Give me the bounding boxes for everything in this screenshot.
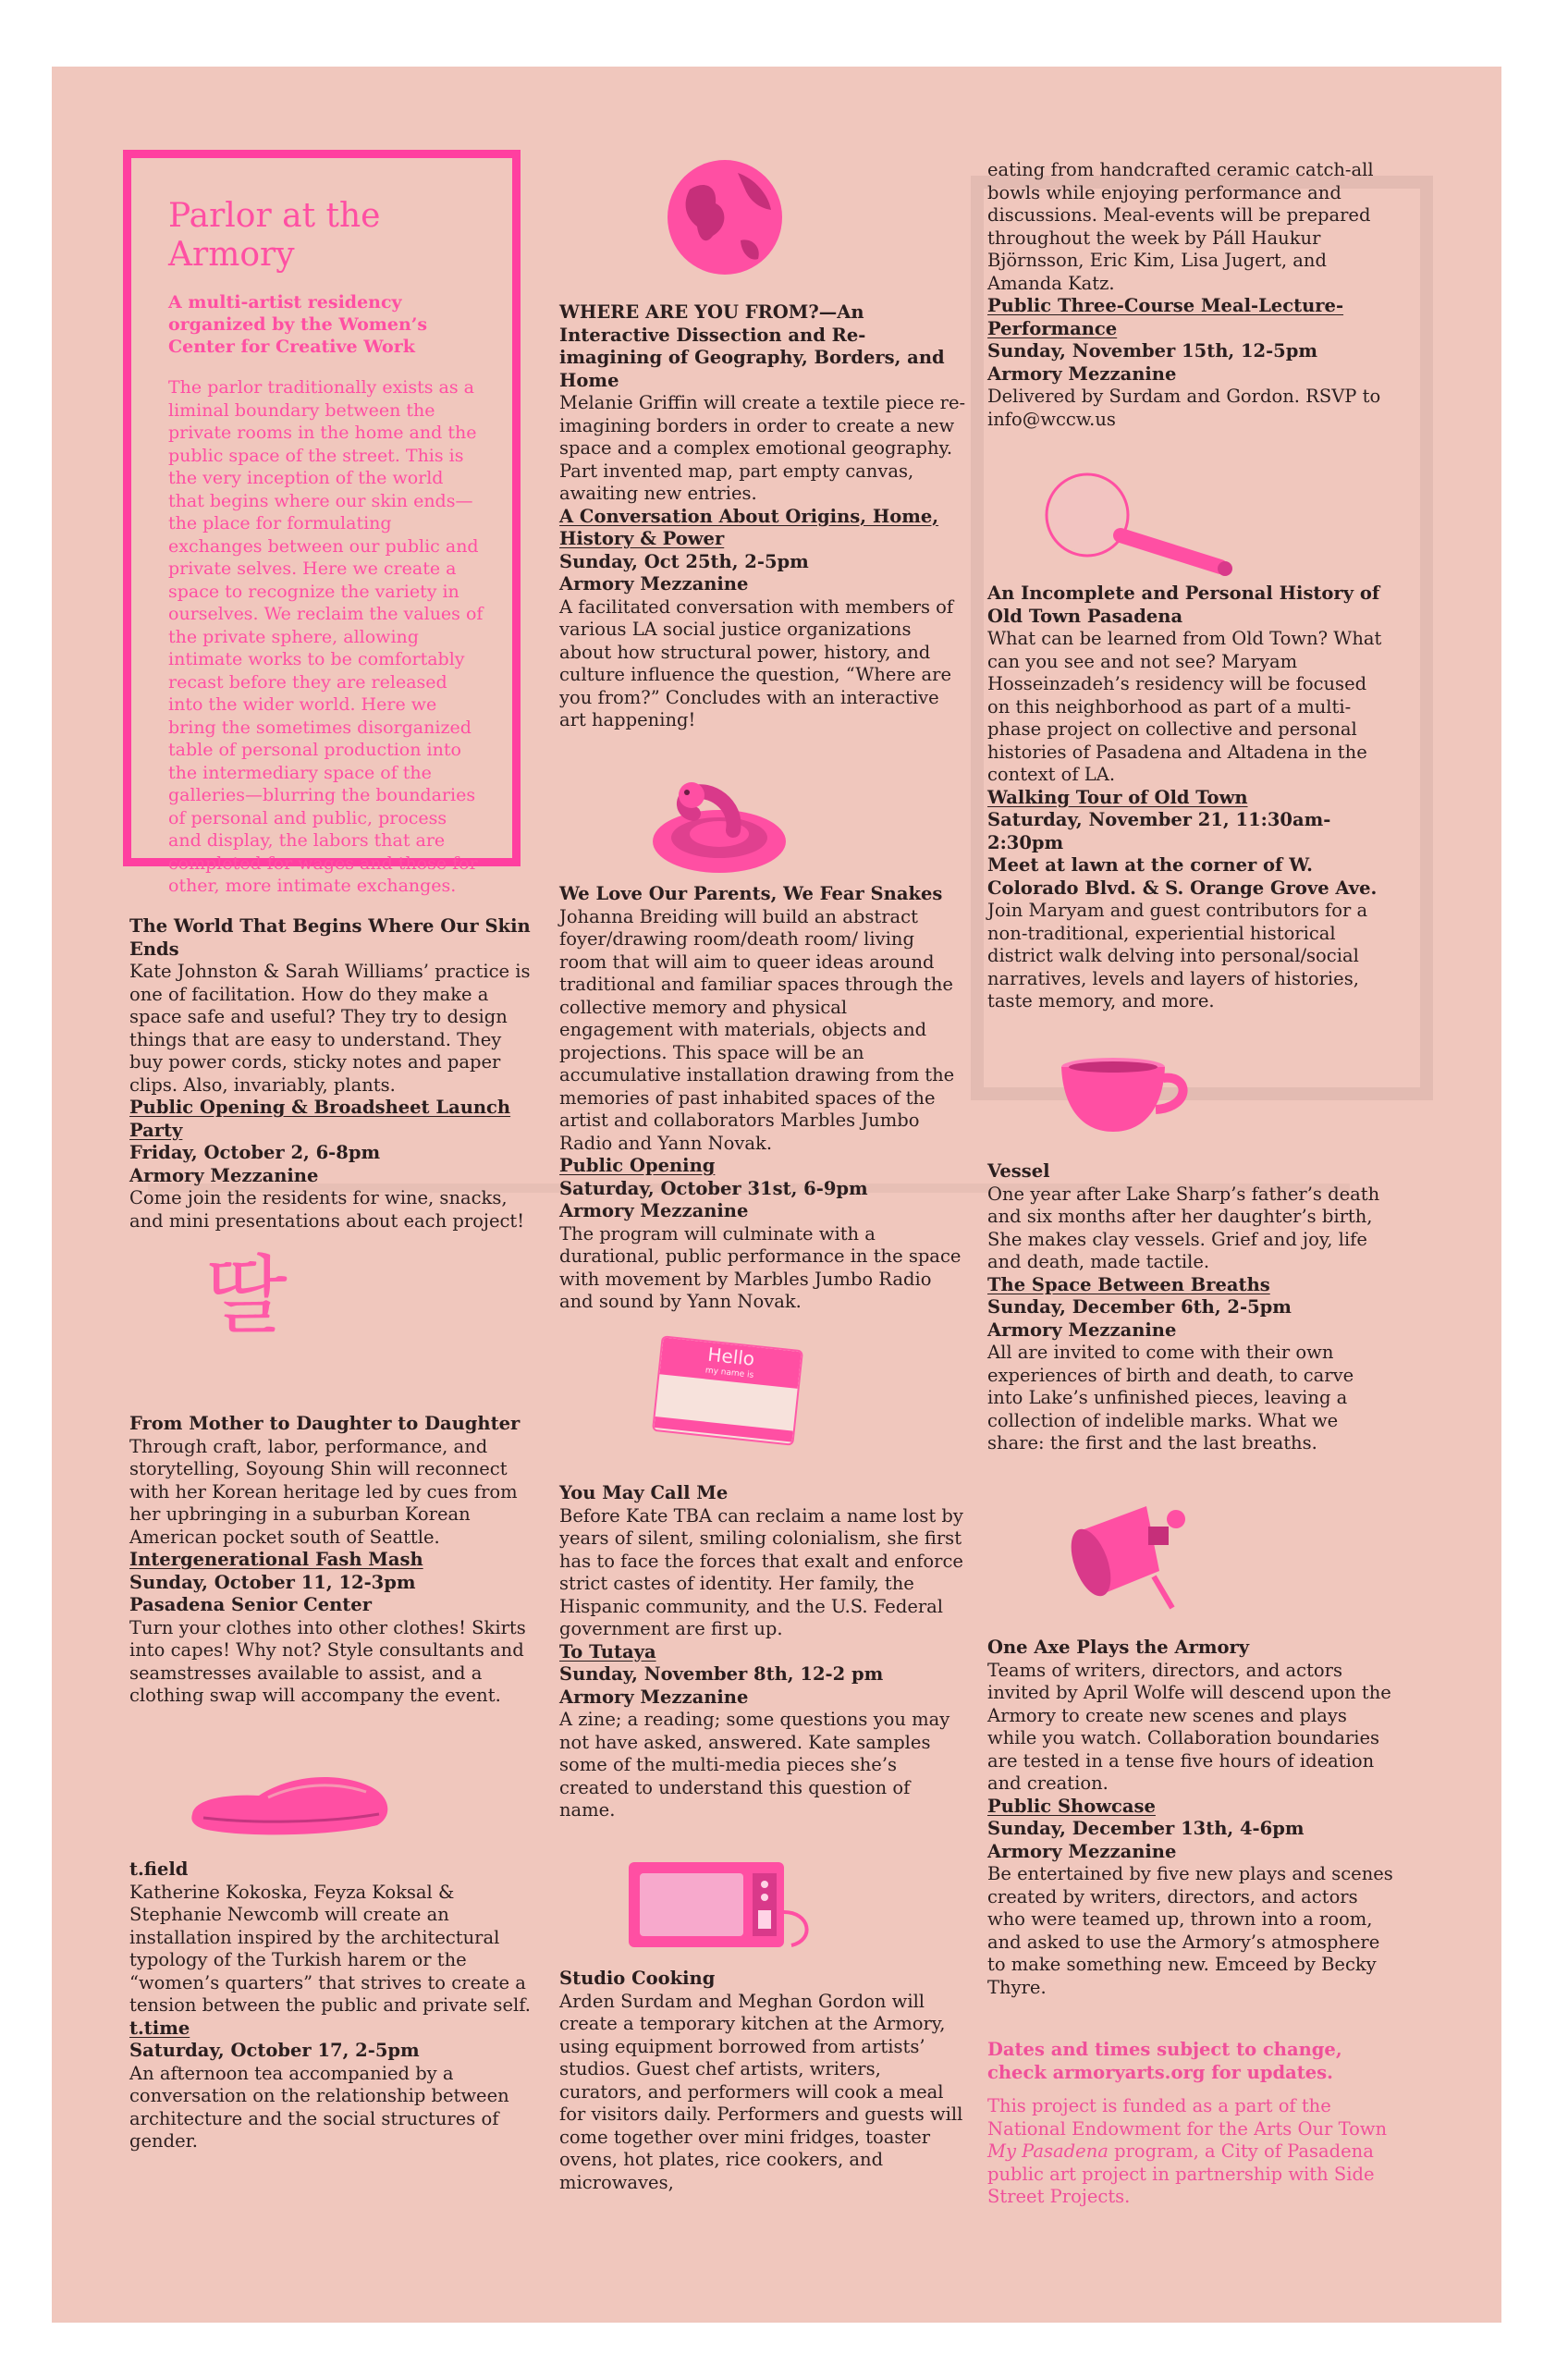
microwave-illustration	[625, 1857, 819, 1958]
event-desc: A zine; a reading; some questions you may not have asked, answered. Kate samples some of the multi-media pieces she’s created to understand this question of name.	[559, 1709, 950, 1821]
project-desc: Teams of writers, directors, and actors invited by April Wolfe will descend upon the Armory to create new scenes and plays while you watch. Collaboration boundaries are tested in a tense five hours of ideation and creation.	[987, 1659, 1391, 1794]
project-title: Studio Cooking	[559, 1968, 716, 1989]
magnifying-glass-illustration	[1035, 467, 1239, 578]
event-title: Intergenerational Fash Mash	[129, 1549, 423, 1570]
event-desc: The program will culminate with a durational, public performance in the space with movement by Marbles Jumbo Radio and sound by Yann Novak.	[559, 1222, 962, 1312]
event-date: Friday, October 2, 6-8pm	[129, 1142, 381, 1163]
snake-illustration	[645, 758, 793, 878]
funding-program-name: My Pasadena	[987, 2140, 1109, 2162]
project-desc: Before Kate TBA can reclaim a name lost by years of silent, smiling colonialism, she first has to face the forces that exalt and enforce strict castes of identity. Her family, the Hispanic community, and the U.S. Federal government are first up.	[559, 1504, 963, 1639]
sticker-subtext: my name is	[704, 1366, 754, 1380]
event-title: The Space Between Breaths	[987, 1273, 1270, 1295]
project-desc: Katherine Kokoska, Feyza Koksal & Stephanie Newcomb will create an installation inspired by the architectural typology of the Turkish harem or the “women’s quarters” that strives to create a tension between the public and private self.	[129, 1881, 531, 2016]
project-title: One Axe Plays the Armory	[987, 1637, 1250, 1658]
event-title: Public Opening	[559, 1155, 716, 1176]
project-tfield	[129, 1858, 536, 2153]
event-desc: Turn your clothes into other clothes! Skirts into capes! Why not? Style consultants and seamstresses available to assist, and a clothing swap will accompany the event.	[129, 1616, 526, 1706]
project-one-axe	[987, 1637, 1394, 1999]
project-studio-cooking	[559, 1968, 966, 2194]
event-desc: A facilitated conversation with members of various LA social justice organizations about how structural power, history, and culture influence the question, “Where are you from?” Concludes with an interactive art happening!	[559, 595, 954, 730]
intro-box	[123, 150, 521, 896]
event-title: Walking Tour of Old Town	[987, 786, 1248, 808]
project-old-town	[987, 583, 1394, 1013]
sticker-hello-text: Hello	[706, 1343, 756, 1370]
event-title: To Tutaya	[559, 1640, 656, 1662]
event-place: Armory Mezzanine	[987, 362, 1177, 385]
event-date: Sunday, December 13th, 4-6pm	[987, 1818, 1305, 1839]
event-date: Sunday, December 6th, 2-5pm	[987, 1296, 1292, 1318]
funding-credit-text: This project is funded as a part of the National Endowment for the Arts Our Town	[987, 2095, 1388, 2140]
event-place: Armory Mezzanine	[987, 1840, 1177, 1862]
event-desc: Come join the residents for wine, snacks, and mini presentations about each project!	[129, 1187, 525, 1232]
event-place: Armory Mezzanine	[987, 1318, 1177, 1341]
project-title: We Love Our Parents, We Fear Snakes	[559, 883, 943, 904]
cup-illustration	[1056, 1054, 1194, 1137]
project-where-from	[559, 301, 966, 732]
spotlight-illustration	[1063, 1493, 1193, 1613]
project-studio-cooking-cont	[987, 159, 1394, 431]
event-desc: Be entertained by five new plays and scenes created by writers, directors, and actors who were teamed up, thrown into a room, and asked to use the Armory’s atmosphere to make something new. Emceed by Becky Thyre.	[987, 1863, 1393, 1998]
project-desc-continued: eating from handcrafted ceramic catch-all bowls while enjoying performance and discussions. Meal-events will be prepared throughout the week by Páll Haukur Björnsson, Eric Kim, Lisa Jugert, and Amanda Katz.	[987, 159, 1374, 294]
event-desc: Delivered by Surdam and Gordon. RSVP to info@wccw.us	[987, 386, 1381, 430]
intro-body: The parlor traditionally exists as a liminal boundary between the private rooms in the home and the public space of the street. This is the very inception of the world that begins where our skin ends—the place for formulating exchanges between our public and private selves. Here we create a space to recognize the variety in ourselves. We reclaim the values of the private sphere, allowing intimate works to be comfortably recast before they are released into the wider world. Here we bring the sometimes disorganized table of personal production into the intermediary space of the galleries—blurring the boundaries of personal and public, process and display, the labors that are completed for wages and those for other, more intimate exchanges.	[168, 377, 484, 896]
hello-sticker-illustration	[652, 1335, 803, 1446]
project-desc: One year after Lake Sharp’s father’s death and six months after her daughter’s birth, She makes clay vessels. Grief and joy, life and death, made tactile.	[987, 1183, 1380, 1272]
event-date: Sunday, November 15th, 12-5pm	[987, 340, 1318, 362]
event-title: Public Opening & Broadsheet Launch Party	[129, 1097, 511, 1141]
funding-credit-end: program, a City of Pasadena public art project in partnership with Side Street Projects.	[987, 2140, 1375, 2207]
event-title: Public Three-Course Meal-Lecture-Performance	[987, 295, 1344, 339]
event-date: Sunday, October 11, 12-3pm	[129, 1571, 416, 1593]
project-title: You May Call Me	[559, 1482, 729, 1503]
project-desc: Through craft, labor, performance, and storytelling, Soyoung Shin will reconnect with her Korean heritage led by cues from her upbringing in a suburban Korean American pocket south of Seattle.	[129, 1435, 518, 1548]
notes-section	[987, 2039, 1394, 2209]
project-desc: Kate Johnston & Sarah Williams’ practice is one of facilitation. How do they make a space safe and useful? They try to design things that are easy to understand. They buy power cords, sticky notes and paper clips. Also, invariably, plants.	[129, 961, 531, 1096]
event-place: Pasadena Senior Center	[129, 1594, 372, 1615]
event-place: Armory Mezzanine	[559, 1200, 749, 1221]
project-title: t.field	[129, 1858, 189, 1880]
project-title: From Mother to Daughter to Daughter	[129, 1413, 521, 1434]
slipper-illustration	[185, 1759, 398, 1842]
intro-subtitle: A multi-artist residency organized by the Women’s Center for Creative Work	[168, 292, 428, 357]
event-place: Armory Mezzanine	[559, 573, 749, 595]
dates-notice-text: Dates and times subject to change, check	[987, 2039, 1342, 2083]
event-desc: Join Maryam and guest contributors for a non-traditional, experiential historical district walk delving into personal/social narratives, levels and layers of histories, taste memory, and more.	[987, 900, 1368, 1012]
event-title: Public Showcase	[987, 1795, 1156, 1817]
event-date: Sunday, November 8th, 12-2 pm	[559, 1663, 884, 1685]
event-place: Armory Mezzanine	[559, 1686, 749, 1708]
dates-notice	[987, 2039, 1394, 2084]
event-date: Sunday, Oct 25th, 2-5pm	[559, 550, 809, 572]
project-call-me	[559, 1482, 966, 1822]
event-title: A Conversation About Origins, Home, History & Power	[559, 505, 939, 549]
project-desc: Johanna Breiding will build an abstract foyer/drawing room/death room/ living room that will aim to queer ideas around traditional and familiar spaces through the collective memory and physical engagement with materials, objects and projections. This space will be an accumulative installation drawing from the memories of past inhabited spaces of the artist and collaborators Marbles Jumbo Radio and Yann Novak.	[559, 905, 955, 1154]
project-title: Vessel	[987, 1160, 1050, 1182]
project-mother-daughter	[129, 1413, 536, 1708]
project-title: WHERE ARE YOU FROM?—An Interactive Dissection and Re-imagining of Geography, Borders, and Home	[559, 301, 945, 391]
intro-title: Parlor at the Armory	[168, 197, 381, 274]
project-desc: Melanie Griffin will create a textile piece re-imagining borders in order to create a new space and a complex emotional geography. Part invented map, part empty canvas, awaiting new entries.	[559, 392, 966, 504]
event-date: Saturday, November 21, 11:30am-2:30pm	[987, 809, 1331, 853]
project-desc: What can be learned from Old Town? What can you see and not see? Maryam Hosseinzadeh’s residency will be focused on this neighborhood as part of a multi-phase project on collective and personal histories of Pasadena and Altadena in the context of LA.	[987, 628, 1382, 785]
project-world-skin	[129, 915, 536, 1233]
event-date: Saturday, October 31st, 6-9pm	[559, 1177, 868, 1199]
project-desc: Arden Surdam and Meghan Gordon will create a temporary kitchen at the Armory, using equipment borrowed from artists’ studios. Guest chef artists, writers, curators, and performers will cook a meal for visitors daily. Performers and guests will come together over mini fridges, toaster ovens, hot plates, rice cookers, and microwaves,	[559, 1990, 963, 2193]
armoryarts-link[interactable]: armoryarts.org	[1052, 2061, 1206, 2083]
event-place: Meet at lawn at the corner of W. Colorado Blvd. & S. Orange Grove Ave.	[987, 854, 1378, 899]
event-title: t.time	[129, 2017, 190, 2039]
korean-glyph-illustration: 딸	[205, 1246, 288, 1345]
funding-credit	[987, 2095, 1394, 2209]
project-vessel	[987, 1160, 1394, 1455]
event-date: Saturday, October 17, 2-5pm	[129, 2040, 420, 2061]
project-title: The World That Begins Where Our Skin Ends	[129, 915, 531, 960]
dates-notice-end: for updates.	[1211, 2061, 1333, 2083]
event-desc: An afternoon tea accompanied by a conversation on the relationship between architecture and the social structures of gender.	[129, 2062, 509, 2152]
event-place: Armory Mezzanine	[129, 1164, 319, 1186]
globe-illustration	[662, 153, 791, 282]
project-title: An Incomplete and Personal History of Old Town Pasadena	[987, 583, 1380, 627]
project-snakes	[559, 883, 966, 1314]
event-desc: All are invited to come with their own experiences of birth and death, to carve into Lake’s unfinished pieces, leaving a collection of indelible marks. What we share: the first and the last breaths.	[987, 1342, 1354, 1453]
